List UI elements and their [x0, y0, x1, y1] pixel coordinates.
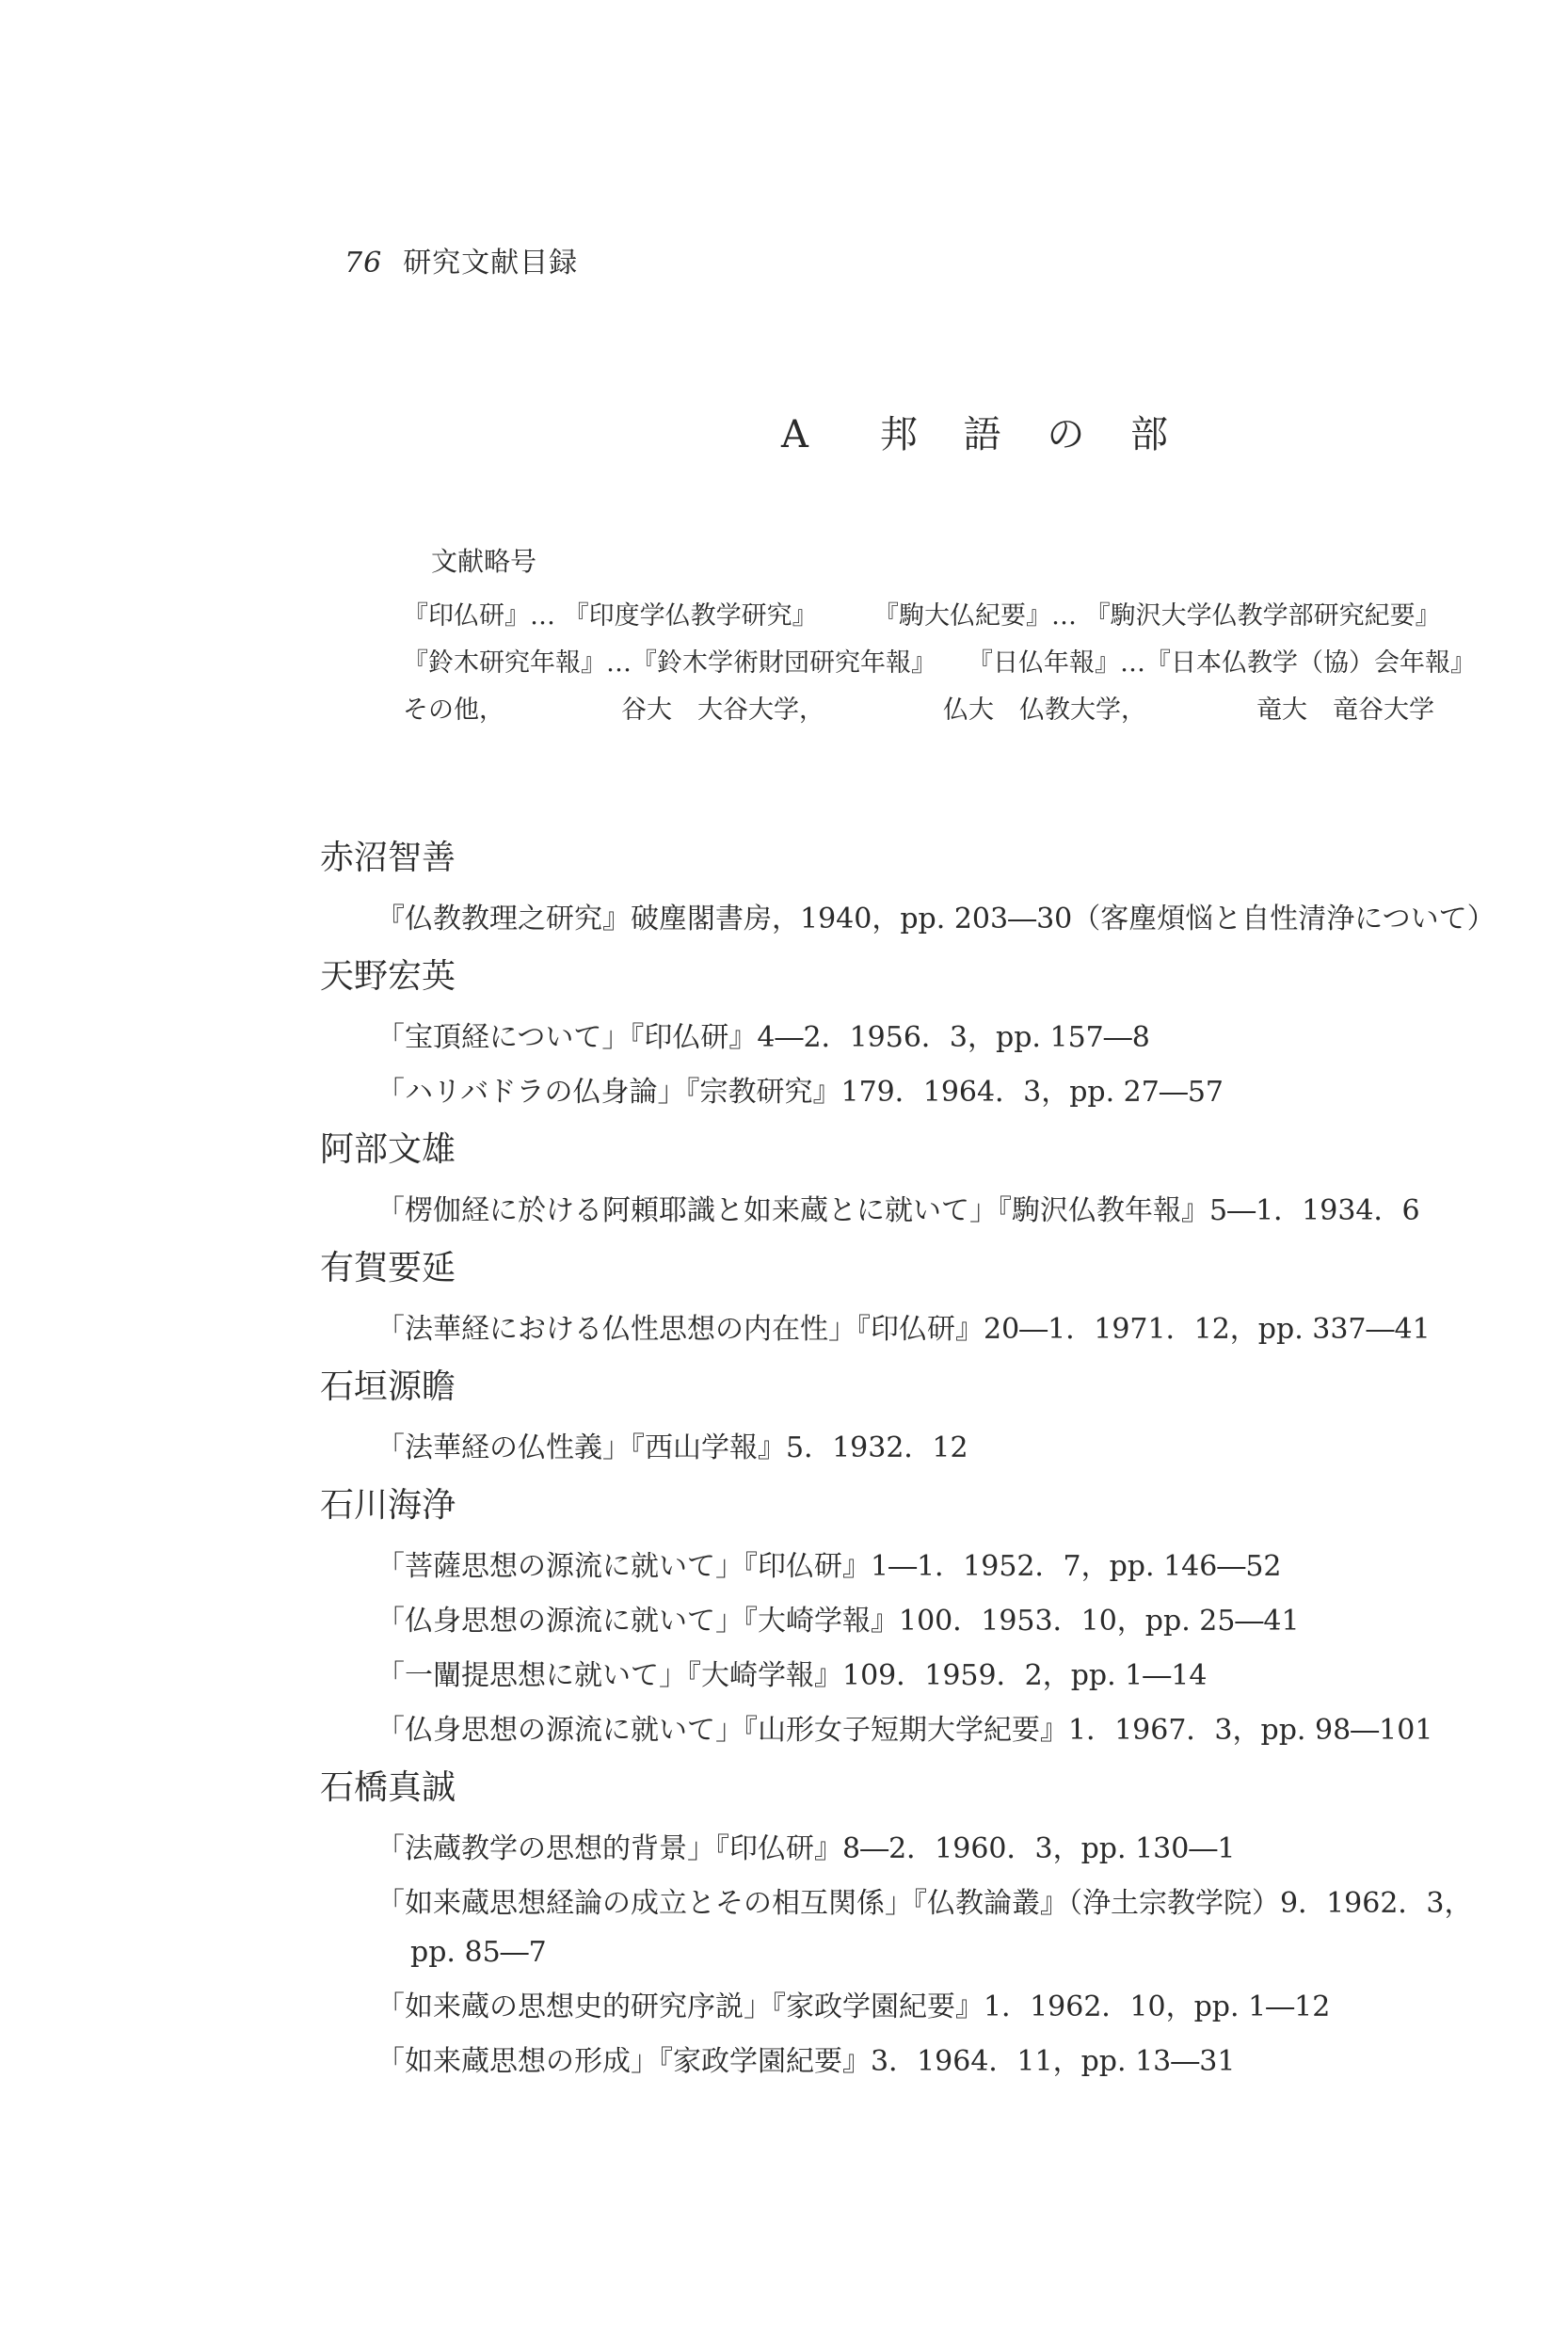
reference-entry [320, 903, 1534, 935]
reference-text: 「如来蔵の思想史的研究序説」『家政学園紀要』1．1962．10，pp. 1―12 [376, 1990, 1331, 2023]
abbreviation-item: 『鈴木研究年報』…『鈴木学術財団研究年報』 [403, 648, 936, 678]
abbreviations-heading: 文献略号 [431, 546, 537, 577]
author-name: 天野宏英 [320, 957, 456, 996]
author-name: 石垣源瞻 [320, 1367, 456, 1406]
reference-text: 「宝頂経について」『印仏研』4―2．1956．3，pp. 157―8 [376, 1021, 1150, 1054]
reference-entry [320, 1606, 1534, 1638]
reference-entry [320, 1314, 1534, 1346]
reference-entry [320, 1022, 1534, 1054]
abbreviation-item: 仏大 仏教大学， [943, 695, 1146, 725]
author-name: 石川海浄 [320, 1486, 456, 1525]
author-name: 石橋真誠 [320, 1768, 456, 1807]
section-title: A 邦 語 の 部 [781, 413, 1186, 456]
reference-entry [320, 1195, 1534, 1227]
reference-text: 「如来蔵思想の形成」『家政学園紀要』3．1964．11，pp. 13―31 [376, 2045, 1236, 2078]
reference-entry [320, 1715, 1534, 1747]
author-name: 阿部文雄 [320, 1130, 456, 1169]
reference-entry [320, 1991, 1534, 2023]
running-header [344, 239, 578, 280]
reference-entry [320, 1432, 1534, 1464]
author-name: 赤沼智善 [320, 839, 456, 877]
reference-text: 「仏身思想の源流に就いて」『山形女子短期大学紀要』1．1967．3，pp. 98―101 [376, 1714, 1433, 1747]
reference-text: 「如来蔵思想経論の成立とその相互関係」『仏教論叢』（浄土宗教学院）9．1962．3， [376, 1887, 1473, 1920]
reference-continuation: pp. 85―7 [410, 1936, 547, 1969]
abbreviation-item: 『印仏研』… 『印度学仏教学研究』 [403, 601, 818, 631]
reference-text: 『仏教教理之研究』破塵閣書房，1940，pp. 203―30（客塵煩悩と自性清浄について） [376, 903, 1496, 935]
reference-text: 「法華経の仏性義」『西山学報』5．1932．12 [376, 1431, 968, 1464]
abbreviation-item: 竜大 竜谷大学 [1256, 695, 1434, 725]
reference-entry [320, 1551, 1534, 1583]
running-title: 研究文献目録 [403, 247, 579, 280]
abbreviation-item: 『駒大仏紀要』… 『駒沢大学仏教学部研究紀要』 [873, 601, 1441, 631]
reference-text: 「菩薩思想の源流に就いて」『印仏研』1―1．1952．7，pp. 146―52 [376, 1550, 1282, 1583]
reference-text: 「法華経における仏性思想の内在性」『印仏研』20―1．1971．12，pp. 337―41 [376, 1313, 1431, 1346]
page-number: 76 [344, 247, 383, 280]
abbreviation-item: 谷大 大谷大学， [621, 695, 824, 725]
reference-text: 「楞伽経に於ける阿頼耶識と如来蔵とに就いて」『駒沢仏教年報』5―1．1934．6 [376, 1194, 1420, 1227]
abbreviation-item: その他， [403, 695, 504, 725]
reference-entry [320, 1833, 1534, 1865]
reference-entry [320, 1077, 1534, 1109]
abbreviation-item: 『日仏年報』…『日本仏教学（協）会年報』 [968, 648, 1476, 678]
reference-entry [320, 1660, 1534, 1692]
author-name: 有賀要延 [320, 1249, 456, 1287]
reference-text: 「一闡提思想に就いて」『大崎学報』109．1959．2，pp. 1―14 [376, 1659, 1208, 1692]
reference-entry [320, 1888, 1534, 1969]
reference-text: 「法蔵教学の思想的背景」『印仏研』8―2．1960．3，pp. 130―1 [376, 1832, 1236, 1865]
reference-entry [320, 2046, 1534, 2078]
reference-text: 「仏身思想の源流に就いて」『大崎学報』100．1953．10，pp. 25―41 [376, 1605, 1300, 1638]
reference-text: 「ハリバドラの仏身論」『宗教研究』179．1964．3，pp. 27―57 [376, 1076, 1224, 1109]
bibliography-list [320, 839, 1534, 2078]
